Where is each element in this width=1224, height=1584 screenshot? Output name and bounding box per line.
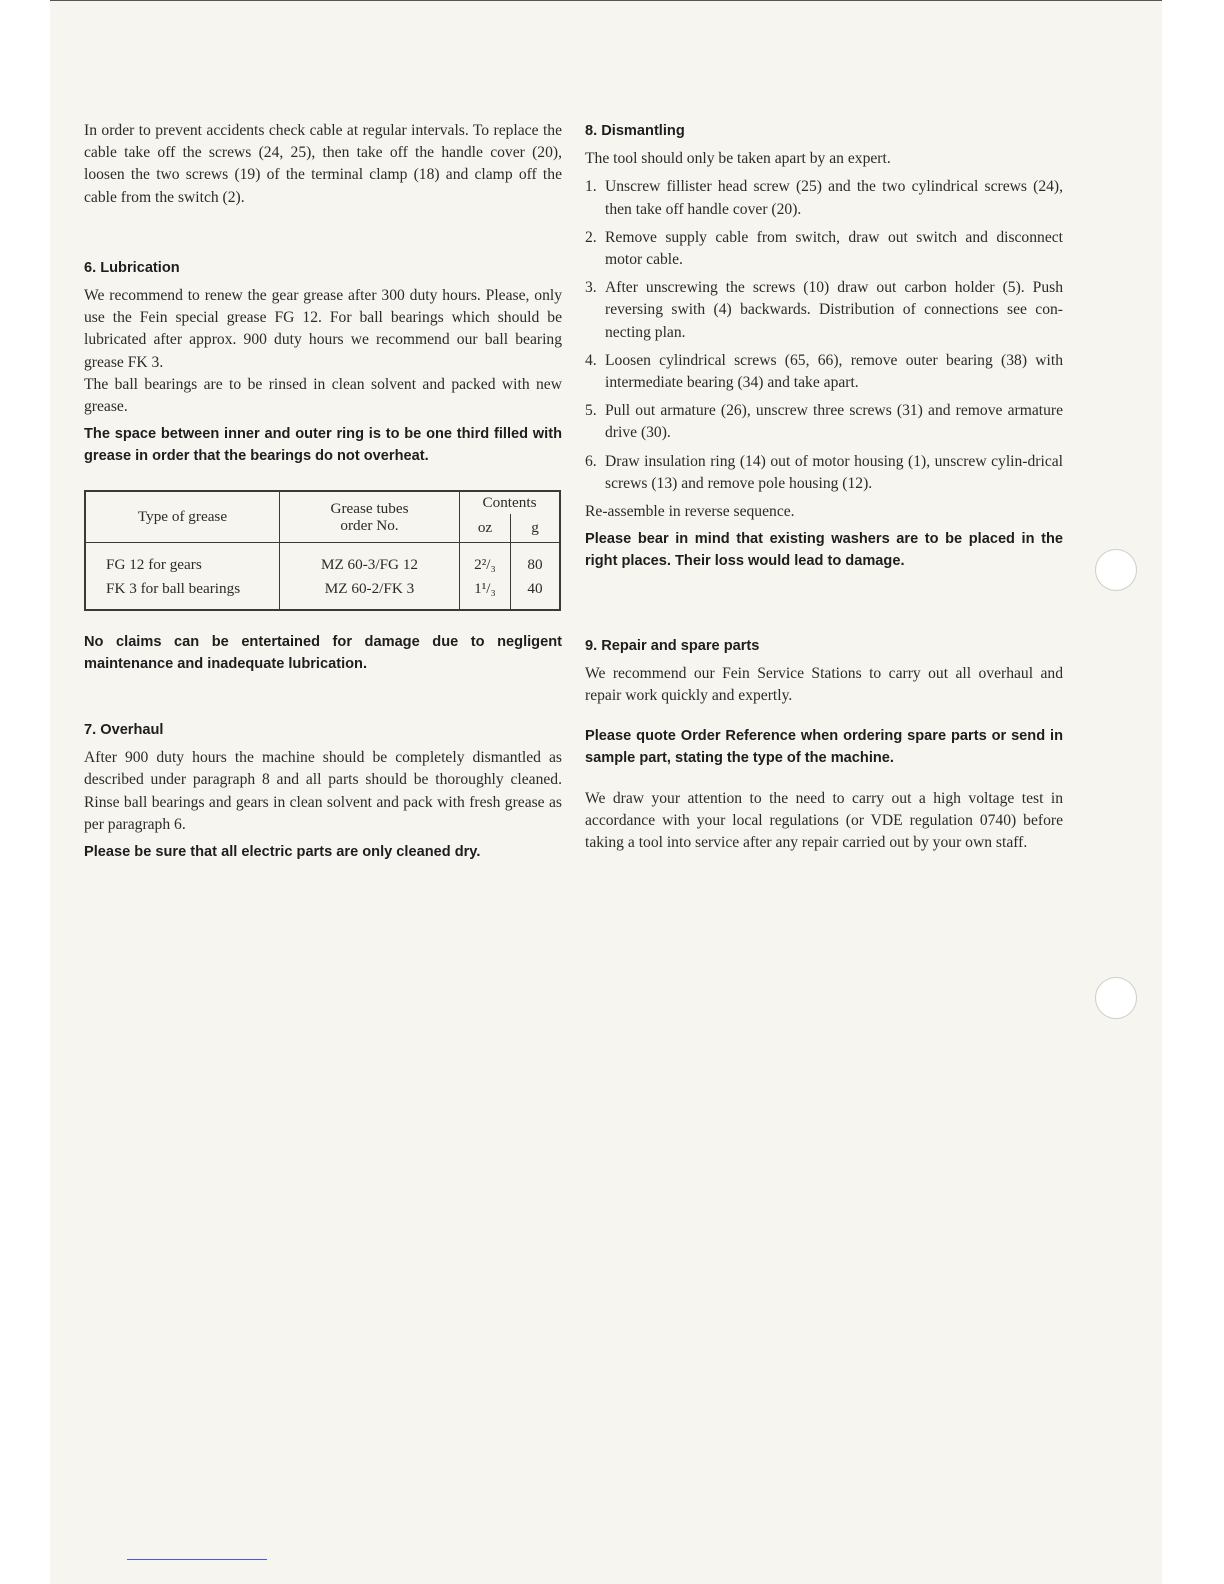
repair-paragraph: We recommend our Fein Service Stations to carry out all overhaul and repair work quickly and expertly. [585, 664, 1063, 705]
step-number: 6. [585, 452, 597, 470]
header-g: g [511, 514, 561, 543]
header-oz: oz [460, 514, 511, 543]
lubrication-warning: The space between inner and outer ring is to be one third filled with grease in order that the bearings do not overheat. [84, 426, 562, 465]
step-number: 3. [585, 279, 597, 297]
step-number: 2. [585, 228, 597, 246]
claims-notice: No claims can be entertained for damage due to negligent maintenance and inadequate lubrication. [84, 633, 562, 672]
cell-oz: 1¹/₃ [460, 577, 511, 610]
bottom-rule-mark [127, 1559, 267, 1560]
lubrication-paragraph-2: The ball bearings are to be rinsed in clean solvent and packed with new grease. [84, 375, 562, 416]
header-grease-tubes-line1: Grease tubes [330, 499, 409, 517]
step-text: Draw insulation ring (14) out of motor housing (1), unscrew cylin-drical screws (13) and remove pole housing (12). [605, 452, 1063, 492]
reassemble-note: Re-assemble in reverse sequence. [585, 503, 795, 521]
table-row [85, 577, 560, 610]
overhaul-warning: Please be sure that all electric parts are only cleaned dry. [84, 844, 481, 861]
cell-g: 40 [527, 580, 543, 598]
lubrication-paragraph-1: We recommend to renew the gear grease after 300 duty hours. Please, only use the Fein special grease FG 12. For ball bearings which should be lubricated after approx. 900 duty hours we recommend our ball bearing grease FK 3. [84, 287, 562, 371]
list-item [585, 350, 1063, 394]
step-text: Remove supply cable from switch, draw out switch and disconnect motor cable. [605, 228, 1063, 269]
header-contents: Contents [482, 494, 537, 512]
washers-warning: Please bear in mind that existing washers are to be placed in the right places. Their loss would lead to damage. [585, 531, 1063, 570]
dismantling-heading: 8. Dismantling [585, 123, 685, 139]
high-voltage-paragraph: We draw your attention to the need to carry out a high voltage test in accordance with your local regulations (or VDE regulation 0740) before taking a tool into service after any repair carried out by your own staff. [585, 789, 1063, 852]
step-number: 4. [585, 351, 597, 369]
step-text: Loosen cylindrical screws (65, 66), remove outer bearing (38) with intermediate bearing (34) and take apart. [605, 351, 1063, 392]
dismantling-intro: The tool should only be taken apart by an expert. [585, 150, 891, 168]
top-edge-line [50, 0, 1162, 1]
overhaul-heading: 7. Overhaul [84, 722, 164, 739]
overhaul-paragraph: After 900 duty hours the machine should be completely dismantled as described under paragraph 8 and all parts should be thoroughly cleaned. Rinse ball bearings and gears in clean solvent and pack with fresh grease as per paragraph 6. [84, 749, 562, 833]
grease-table-header-row [85, 491, 560, 514]
lubrication-heading: 6. Lubrication [84, 259, 180, 276]
list-item [585, 400, 1063, 444]
step-number: 5. [585, 402, 597, 420]
left-column [84, 120, 562, 863]
cell-oz: 2²/₃ [460, 542, 511, 577]
order-reference-notice: Please quote Order Reference when ordering spare parts or send in sample part, stating the type of the machine. [585, 728, 1063, 767]
step-text: Pull out armature (26), unscrew three screws (31) and remove armature drive (30). [605, 402, 1063, 442]
punch-hole-top [1095, 549, 1137, 591]
cell-order-no: MZ 60-2/FK 3 [280, 577, 460, 610]
repair-heading: 9. Repair and spare parts [585, 637, 760, 654]
punch-hole-bottom [1095, 977, 1137, 1019]
dismantling-steps [585, 176, 1063, 495]
cell-grease-type: FK 3 for ball bearings [85, 577, 280, 610]
header-type-of-grease: Type of grease [85, 491, 280, 543]
step-text: Unscrew fillister head screw (25) and the two cylindrical screws (24), then take off handle cover (20). [605, 178, 1063, 218]
header-grease-tubes-line2: order No. [340, 516, 399, 534]
list-item [585, 451, 1063, 495]
list-item [585, 227, 1063, 271]
grease-table [84, 490, 561, 611]
list-item [585, 277, 1063, 344]
header-grease-tubes [280, 491, 460, 543]
cable-intro-paragraph: In order to prevent accidents check cable at regular intervals. To replace the cable take off the screws (24, 25), then take off the handle cover (20), loosen the two screws (19) of the terminal clamp (18) and clamp off the cable from the switch (2). [84, 122, 562, 206]
step-number: 1. [585, 178, 597, 196]
right-column [585, 120, 1063, 854]
cell-order-no: MZ 60-3/FG 12 [280, 542, 460, 577]
cell-grease-type: FG 12 for gears [85, 542, 280, 577]
step-text: After unscrewing the screws (10) draw out carbon holder (5). Push reversing swith (4) backwards. Distribution of connections see con-necting plan. [605, 279, 1063, 341]
cell-g: 80 [527, 556, 543, 574]
table-row [85, 542, 560, 577]
list-item [585, 176, 1063, 220]
